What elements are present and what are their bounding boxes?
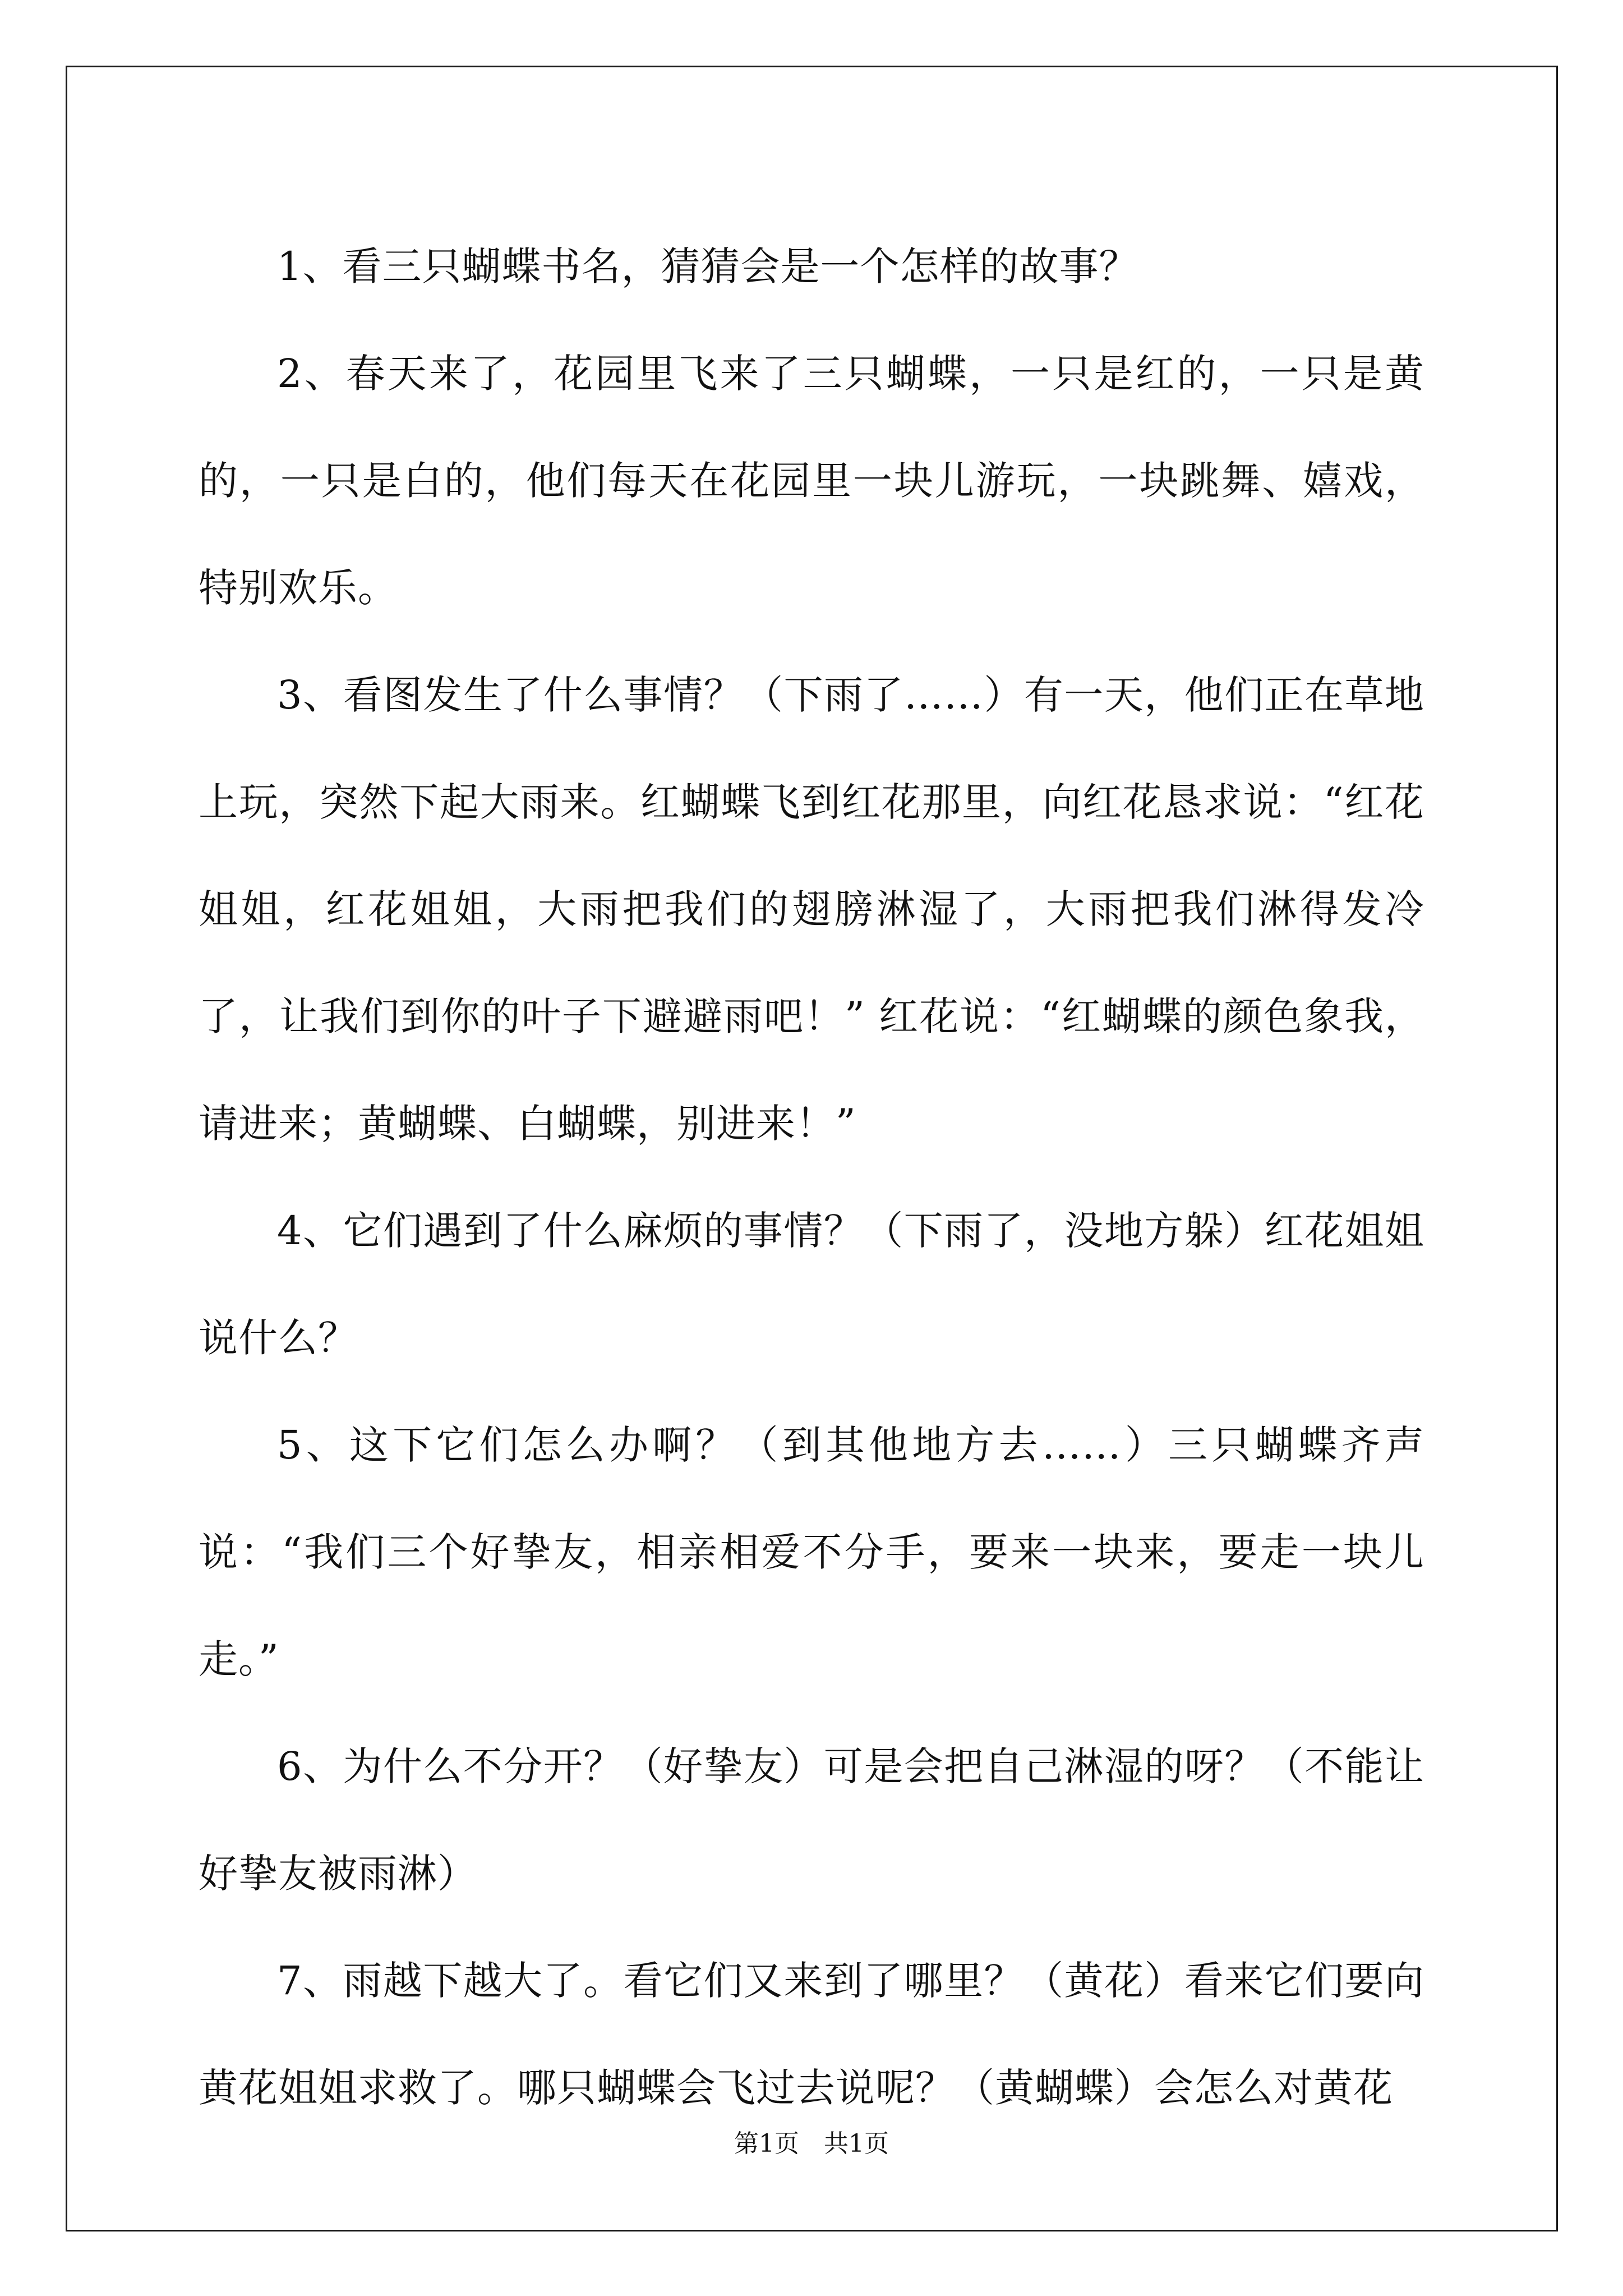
page-footer: 第1页 共1页 (734, 2129, 889, 2158)
paragraph-4: 4、它们遇到了什么麻烦的事情？（下雨了，没地方躲）红花姐姐说什么？ (199, 1208, 1424, 1361)
document-body (199, 213, 1424, 2142)
paragraph-2: 2、春天来了，花园里飞来了三只蝴蝶，一只是红的，一只是黄的，一只是白的，他们每天在花园里一块儿游玩，一块跳舞、嬉戏，特别欢乐。 (199, 351, 1424, 611)
paragraph-1: 1、看三只蝴蝶书名，猜猜会是一个怎样的故事？ (277, 243, 1139, 289)
paragraph-7: 7、雨越下越大了。看它们又来到了哪里？（黄花）看来它们要向黄花姐姐求救了。哪只蝴蝶会飞过去说呢？（黄蝴蝶）会怎么对黄花 (199, 1958, 1424, 2111)
paragraph-3: 3、看图发生了什么事情？（下雨了……）有一天，他们正在草地上玩，突然下起大雨来。红蝴蝶飞到红花那里，向红花恳求说：“红花姐姐，红花姐姐，大雨把我们的翅膀淋湿了，大雨把我们淋得发冷了，让我们到你的叶子下避避雨吧！” 红花说：“红蝴蝶的颜色象我，请进来；黄蝴蝶、白蝴蝶，别进来！” (199, 672, 1424, 1147)
paragraph-5: 5、这下它们怎么办啊？（到其他地方去……）三只蝴蝶齐声说：“我们三个好挚友，相亲相爱不分手，要来一块来，要走一块儿走。” (199, 1422, 1424, 1682)
paragraph-6: 6、为什么不分开？（好挚友）可是会把自己淋湿的呀？（不能让好挚友被雨淋） (199, 1743, 1424, 1897)
